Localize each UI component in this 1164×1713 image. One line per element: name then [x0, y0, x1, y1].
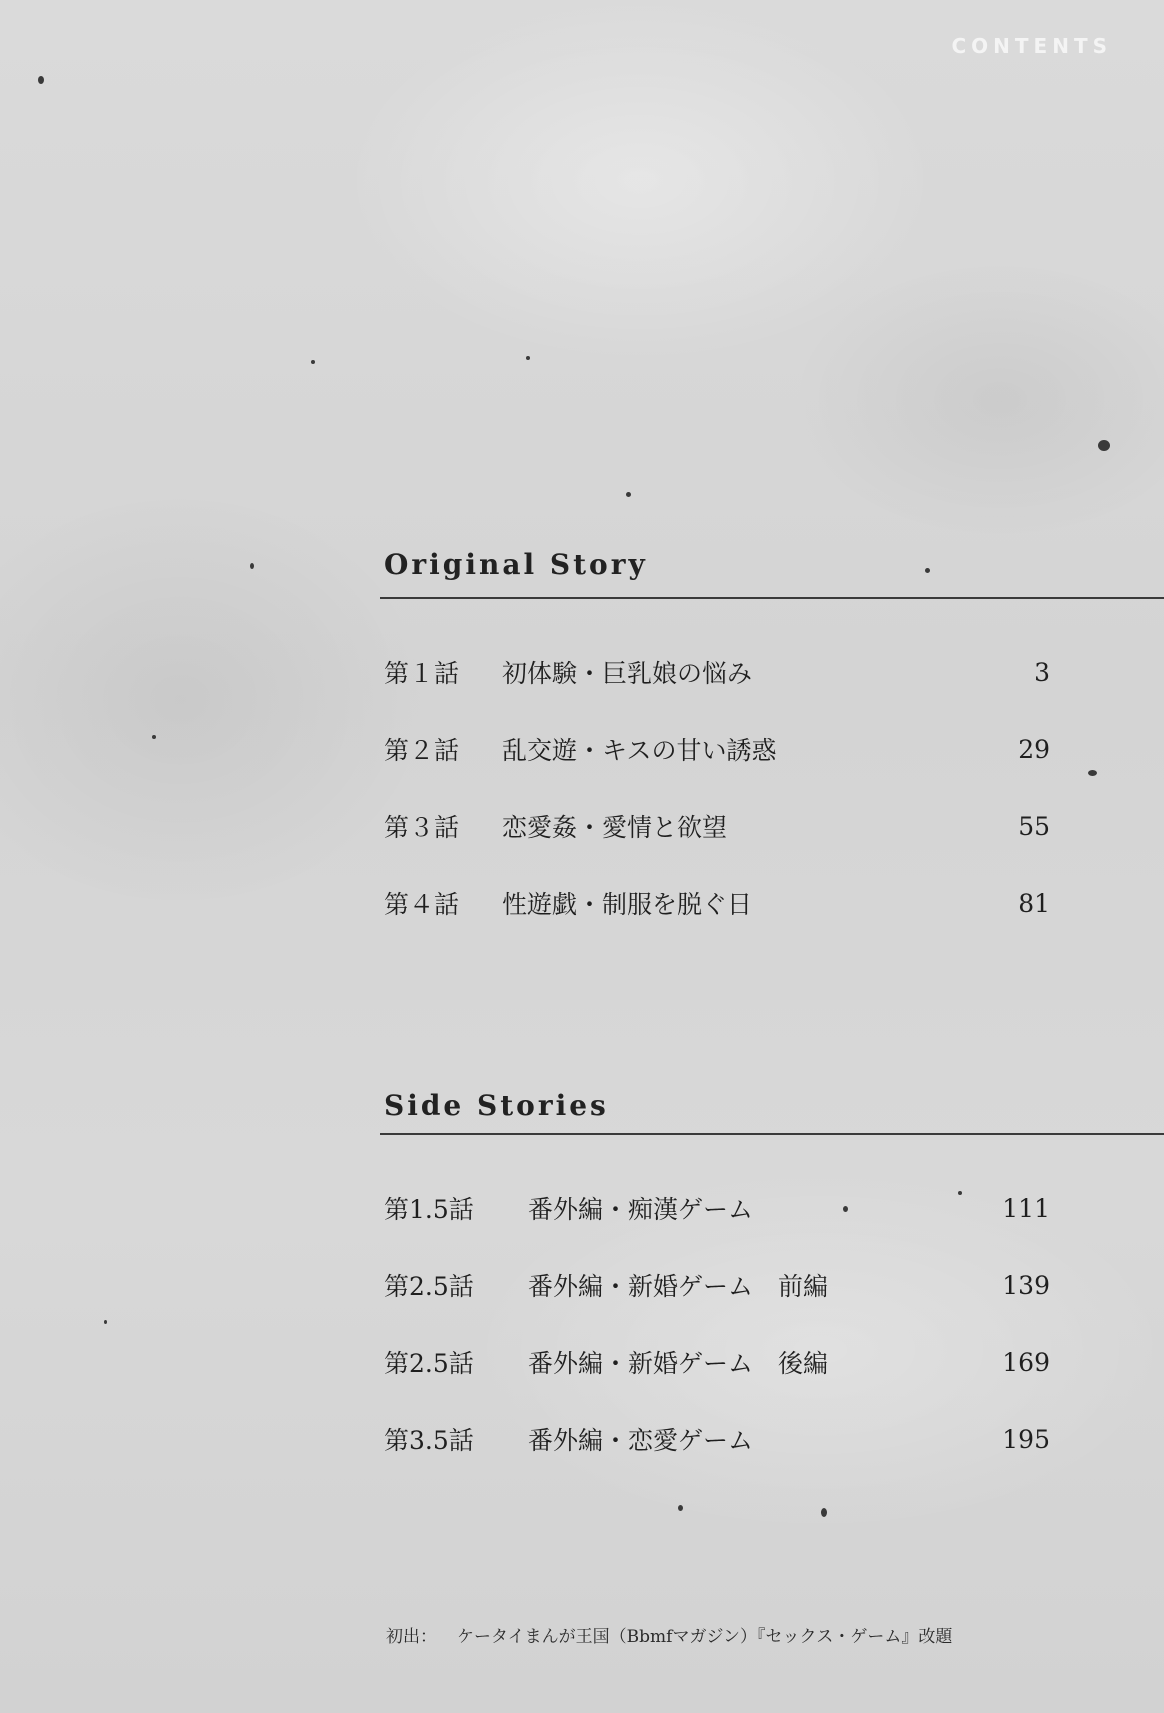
chapter-title: 恋愛姦・愛情と欲望: [502, 813, 728, 842]
toc-entry[interactable]: [384, 1265, 1064, 1305]
chapter-number: 第１話: [384, 659, 460, 688]
page-number: 55: [1018, 811, 1050, 841]
page-number: 111: [1002, 1193, 1050, 1223]
paper-speck: [1098, 440, 1110, 451]
chapter-title: 初体験・巨乳娘の悩み: [502, 659, 753, 688]
chapter-number: 第３話: [384, 813, 460, 842]
toc-entry[interactable]: [384, 1419, 1064, 1459]
chapter-title: 番外編・新婚ゲーム 後編: [528, 1349, 829, 1378]
toc-entry[interactable]: [384, 652, 1064, 692]
page-number: 195: [1002, 1424, 1050, 1454]
chapter-number: 第1.5話: [384, 1195, 474, 1224]
chapter-number: 第3.5話: [384, 1426, 474, 1455]
page-number: 81: [1018, 888, 1050, 918]
paper-speck: [958, 1191, 962, 1195]
paper-speck: [843, 1206, 848, 1212]
paper-speck: [38, 76, 44, 84]
paper-speck: [626, 492, 631, 497]
page-number: 3: [1034, 657, 1050, 687]
paper-speck: [250, 563, 254, 569]
page-number: 29: [1018, 734, 1050, 764]
paper-speck: [1088, 770, 1097, 776]
chapter-title: 番外編・痴漢ゲーム: [528, 1195, 754, 1224]
page-number: 169: [1002, 1347, 1050, 1377]
paper-speck: [152, 735, 156, 739]
section-divider: [380, 597, 1164, 599]
paper-speck: [526, 356, 530, 360]
chapter-number: 第2.5話: [384, 1272, 474, 1301]
chapter-title: 番外編・新婚ゲーム 前編: [528, 1272, 829, 1301]
paper-speck: [678, 1505, 683, 1511]
footer-text: ケータイまんが王国（Bbmfマガジン）『セックス・ゲーム』改題: [457, 1627, 953, 1647]
chapter-number: 第２話: [384, 736, 460, 765]
chapter-title: 性遊戯・制服を脱ぐ日: [502, 890, 753, 919]
contents-label: CONTENTS: [951, 34, 1112, 58]
section-title-original-story: Original Story: [384, 548, 648, 581]
chapter-title: 乱交遊・キスの甘い誘惑: [502, 736, 777, 765]
chapter-number: 第４話: [384, 890, 460, 919]
chapter-number: 第2.5話: [384, 1349, 474, 1378]
page-number: 139: [1002, 1270, 1050, 1300]
first-publication-note: [386, 1622, 952, 1647]
section-divider: [380, 1133, 1164, 1135]
paper-speck: [821, 1508, 827, 1517]
toc-entry[interactable]: [384, 1342, 1064, 1382]
toc-entry[interactable]: [384, 1188, 1064, 1228]
toc-entry[interactable]: [384, 806, 1064, 846]
paper-speck: [925, 568, 930, 573]
paper-speck: [104, 1320, 107, 1324]
toc-entry[interactable]: [384, 883, 1064, 923]
toc-entry[interactable]: [384, 729, 1064, 769]
footer-label: 初出：: [386, 1627, 437, 1647]
paper-speck: [311, 360, 315, 364]
section-title-side-stories: Side Stories: [384, 1089, 609, 1122]
chapter-title: 番外編・恋愛ゲーム: [528, 1426, 754, 1455]
